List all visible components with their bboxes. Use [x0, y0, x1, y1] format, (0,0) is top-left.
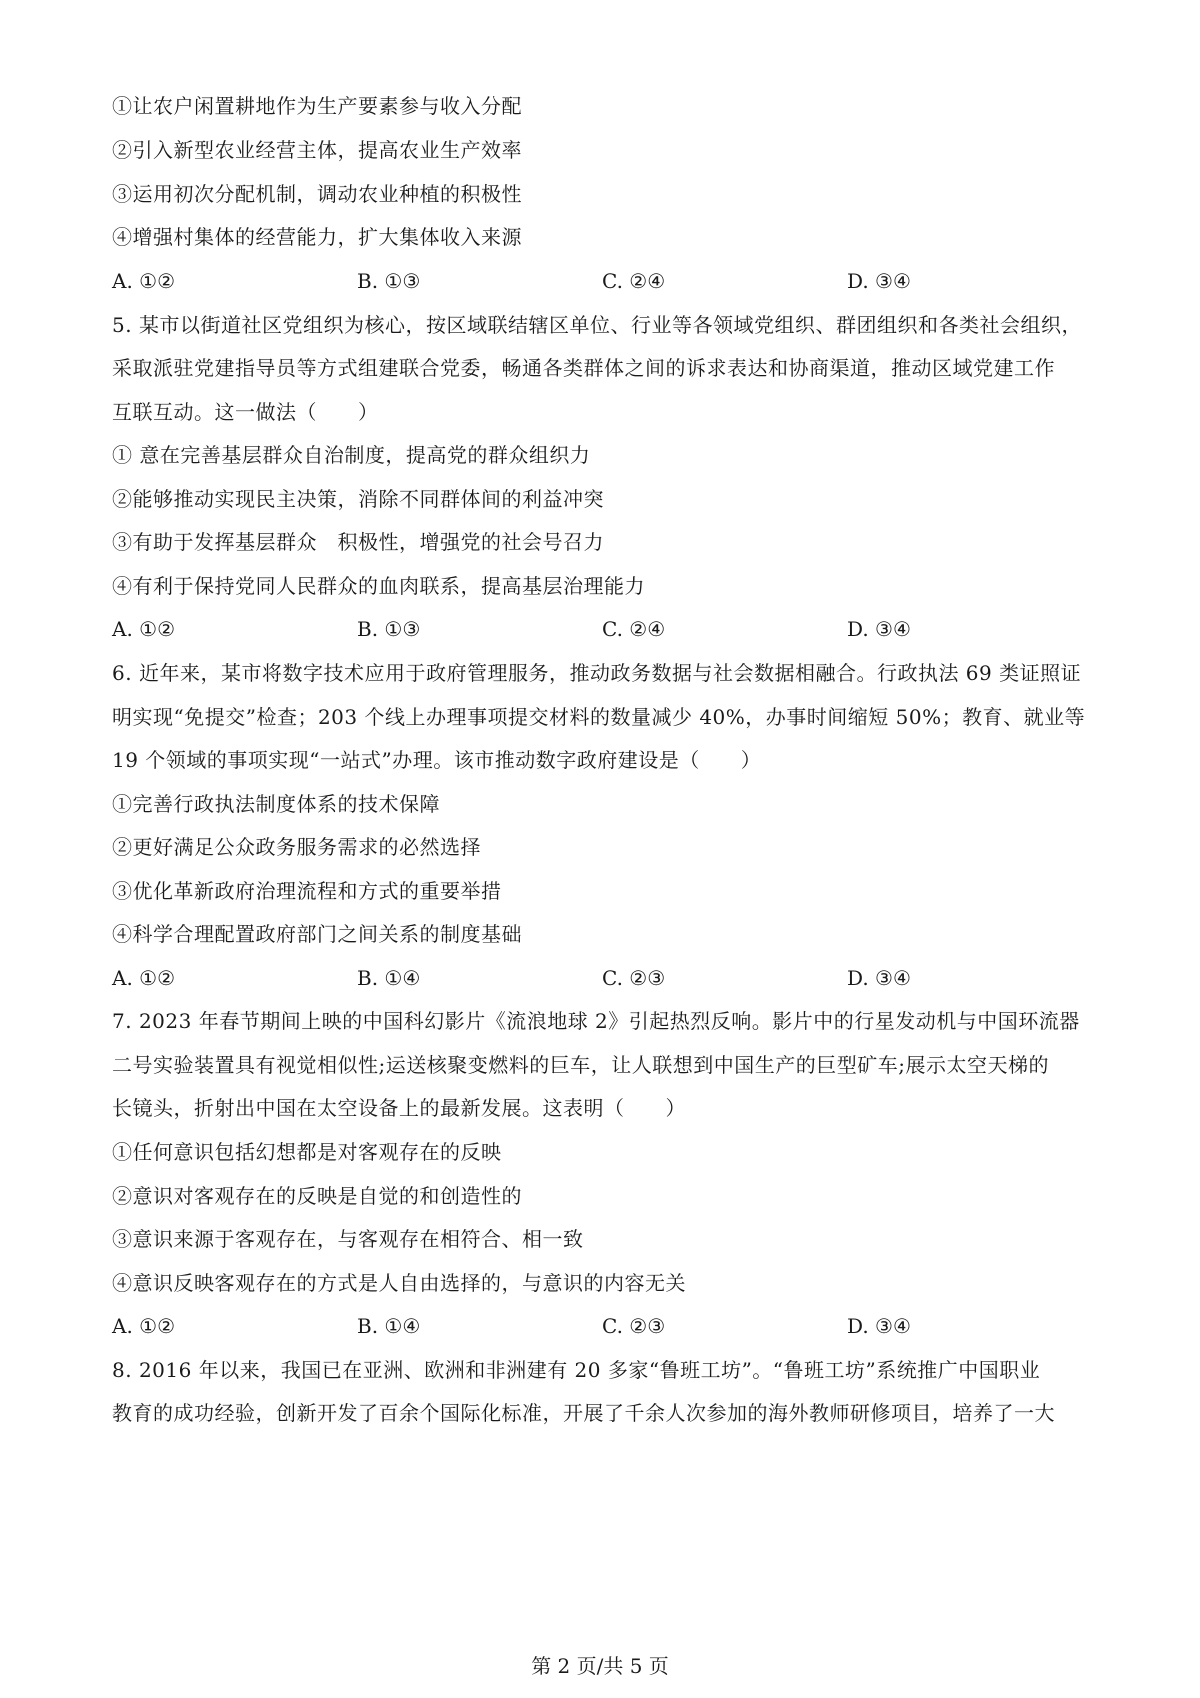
q5-option-4: ④有利于保持党同人民群众的血肉联系，提高基层治理能力: [112, 574, 645, 598]
q4-choice-a: A. ①②: [112, 269, 176, 293]
q5-choice-c: C. ②④: [602, 617, 666, 641]
q5-choice-d: D. ③④: [847, 617, 911, 641]
q7-option-3: ③意识来源于客观存在，与客观存在相符合、相一致: [112, 1227, 584, 1251]
q6-choice-c: C. ②③: [602, 966, 666, 990]
q5-option-1: ① 意在完善基层群众自治制度，提高党的群众组织力: [112, 443, 591, 467]
q7-choice-b: B. ①④: [357, 1314, 421, 1338]
q7-stem-line-1: 7. 2023 年春节期间上映的中国科幻影片《流浪地球 2》引起热烈反响。影片中的行星发动机与中国环流器: [112, 1009, 1080, 1033]
q5-choices: [112, 615, 1112, 643]
q6-option-2: ②更好满足公众政务服务需求的必然选择: [112, 835, 481, 859]
q4-choice-d: D. ③④: [847, 269, 911, 293]
q4-option-1: ①让农户闲置耕地作为生产要素参与收入分配: [112, 94, 522, 118]
q7-choice-a: A. ①②: [112, 1314, 176, 1338]
q8-stem-line-2: 教育的成功经验，创新开发了百余个国际化标准，开展了千余人次参加的海外教师研修项目，培养了一大: [112, 1401, 1055, 1425]
q4-choice-b: B. ①③: [357, 269, 421, 293]
q4-option-3: ③运用初次分配机制，调动农业种植的积极性: [112, 182, 522, 206]
q5-stem-line-3: 互联互动。这一做法（ ）: [112, 400, 379, 424]
q6-choice-b: B. ①④: [357, 966, 421, 990]
q6-choice-d: D. ③④: [847, 966, 911, 990]
q7-choice-c: C. ②③: [602, 1314, 666, 1338]
q6-option-1: ①完善行政执法制度体系的技术保障: [112, 792, 440, 816]
q5-choice-a: A. ①②: [112, 617, 176, 641]
q7-option-2: ②意识对客观存在的反映是自觉的和创造性的: [112, 1184, 522, 1208]
q6-choices: [112, 964, 1112, 992]
q7-stem-line-2: 二号实验装置具有视觉相似性;运送核聚变燃料的巨车，让人联想到中国生产的巨型矿车;展示太空天梯的: [112, 1053, 1049, 1077]
q7-option-4: ④意识反映客观存在的方式是人自由选择的，与意识的内容无关: [112, 1271, 686, 1295]
q6-option-4: ④科学合理配置政府部门之间关系的制度基础: [112, 922, 522, 946]
q5-stem-line-2: 采取派驻党建指导员等方式组建联合党委，畅通各类群体之间的诉求表达和协商渠道，推动区域党建工作: [112, 356, 1055, 380]
q6-stem-line-3: 19 个领域的事项实现“一站式”办理。该市推动数字政府建设是（ ）: [112, 748, 762, 772]
q5-option-2: ②能够推动实现民主决策，消除不同群体间的利益冲突: [112, 487, 604, 511]
q6-stem-line-2: 明实现“免提交”检查；203 个线上办理事项提交材料的数量减少 40%，办事时间缩短 50%；教育、就业等: [112, 705, 1086, 729]
page-footer: 第 2 页/共 5 页: [531, 1654, 669, 1678]
q5-choice-b: B. ①③: [357, 617, 421, 641]
q7-option-1: ①任何意识包括幻想都是对客观存在的反映: [112, 1140, 502, 1164]
q4-option-2: ②引入新型农业经营主体，提高农业生产效率: [112, 138, 522, 162]
q6-choice-a: A. ①②: [112, 966, 176, 990]
q4-option-4: ④增强村集体的经营能力，扩大集体收入来源: [112, 225, 522, 249]
q7-choice-d: D. ③④: [847, 1314, 911, 1338]
q4-choice-c: C. ②④: [602, 269, 666, 293]
q8-stem-line-1: 8. 2016 年以来，我国已在亚洲、欧洲和非洲建有 20 多家“鲁班工坊”。“鲁班工坊”系统推广中国职业: [112, 1358, 1041, 1382]
q7-stem-line-3: 长镜头，折射出中国在太空设备上的最新发展。这表明（ ）: [112, 1096, 686, 1120]
q5-stem-line-1: 5. 某市以街道社区党组织为核心，按区域联结辖区单位、行业等各领域党组织、群团组织和各类社会组织，: [112, 313, 1082, 337]
q4-choices: [112, 267, 1112, 295]
q6-stem-line-1: 6. 近年来，某市将数字技术应用于政府管理服务，推动政务数据与社会数据相融合。行政执法 69 类证照证: [112, 661, 1082, 685]
q5-option-3: ③有助于发挥基层群众 积极性，增强党的社会号召力: [112, 530, 604, 554]
q6-option-3: ③优化革新政府治理流程和方式的重要举措: [112, 879, 502, 903]
q7-choices: [112, 1312, 1112, 1340]
